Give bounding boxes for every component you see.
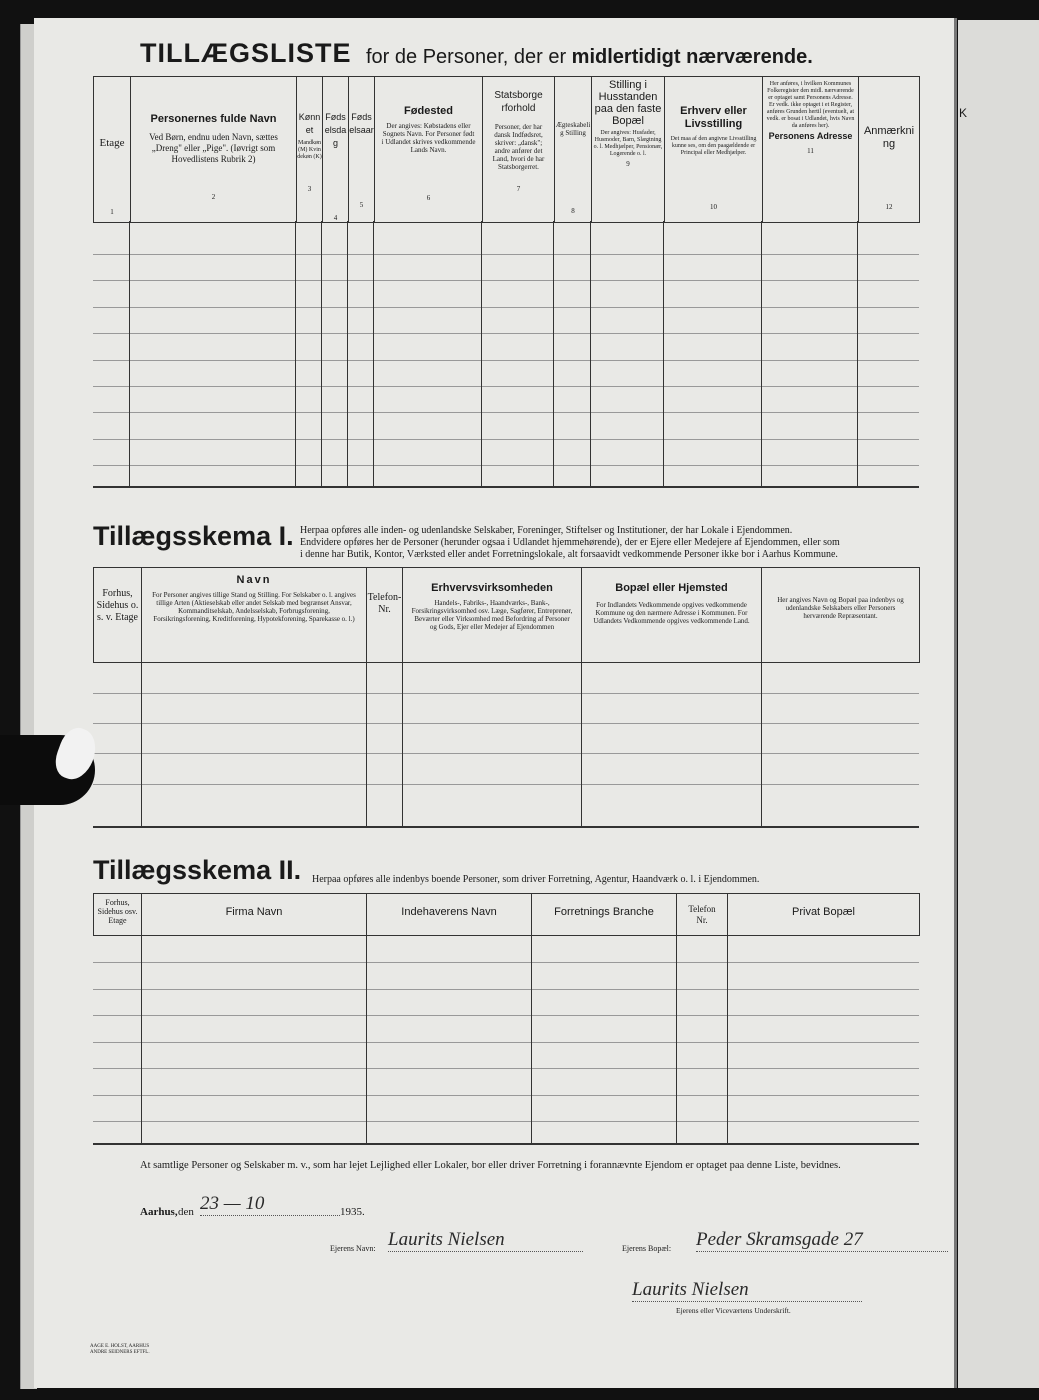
- s2-col-firma: Firma Navn: [142, 894, 367, 936]
- col-stilling: Stilling i Husstanden paa den faste Bopæl Der angives: Husfader, Husmoder, Barn, Slægtning o. l. Medhjælper, Pensionær, Logerende o. l. 9: [592, 77, 665, 223]
- col-erhverv: Erhverv eller Livsstilling Det maa af den angivne Livsstilling kunne ses, om den paagældende er Principal eller Medhjælper. 10: [665, 77, 763, 223]
- adjacent-page-letter: K: [959, 106, 968, 120]
- attestation-statement: At samtlige Personer og Selskaber m. v., som har lejet Lejlighed eller Lokaler, bor eller driver Forretning i forannævnte Ejendom er optaget paa denne Liste, bevidnes.: [140, 1160, 841, 1171]
- skema2-header: [93, 893, 920, 936]
- col-aegteskab: Ægteskabelig Stilling 8: [555, 77, 592, 223]
- date-handwritten: 23 — 10: [200, 1193, 340, 1216]
- s2-col-telefon: Telefon Nr.: [677, 894, 728, 936]
- s2-col-branche: Forretnings Branche: [532, 894, 677, 936]
- s2-col-privat-bopael: Privat Bopæl: [728, 894, 920, 936]
- year: 1935.: [340, 1206, 365, 1218]
- main-table-rows: [93, 221, 919, 486]
- col-adresse: Her anføres, i hvilken Kommunes Folkeregister den midl. nærværende er optaget samt Personens Adresse. Er vedk. ikke optaget i et Register, anføres Grunden hertil (eventuelt, at vedk. er bosat i Udlandet, hvis Navn da anføres her). Personens Adresse 11: [763, 77, 859, 223]
- col-statsborger: Statsborgerforhold Personer, der har dansk Indfødsret, skriver: „dansk"; andre anfører det Land, hvori de har Statsborgerret. 7: [483, 77, 555, 223]
- s1-col-repraesentant: Her angives Navn og Bopæl paa indenbys og udenlandske Selskabers eller Personers herværende Repræsentant.: [762, 568, 920, 663]
- s1-col-bopael: Bopæl eller Hjemsted For Indlandets Vedkommende opgives vedkommende Kommune og den nærmere Adresse i Kommunen. For Udlandets Vedkommende opgives vedkommende Land.: [582, 568, 762, 663]
- skema1-description: Herpaa opføres alle inden- og udenlandske Selskaber, Foreninger, Stiftelser og Institutioner, der har Lokale i Ejendommen. Endvidere opføres her de Personer (herunder ogsaa i Udlandet hjemmehørende), der er Ejere eller Medejere af Ejendommen, eller som i denne har Butik, Kontor, Værksted eller andet Forretningslokale, alt forsaavidt vedkommende Personer ikke bor i Aarhus Kommune.: [300, 525, 840, 560]
- place-label: Aarhus,: [140, 1206, 178, 1218]
- skema1-rows: [93, 662, 919, 826]
- printer-mark: AAGE E. HOLST, AARHUS ANDRE SEIDNERS EFTFL.: [90, 1344, 150, 1355]
- col-fodested: Fødested Der angives: Købstadens eller Sognets Navn. For Personer født i Udlandet skrives vedkommende Lands Navn. 6: [375, 77, 483, 223]
- form-title: TILLÆGSLISTE: [140, 38, 352, 68]
- s1-col-erhverv: Erhvervsvirksomheden Handels-, Fabriks-, Haandværks-, Bank-, Forsikringsvirksomhed osv. Læge, Sagfører, Entreprenør, Beværter eller Virksomhed med Befordring af Personer og Gods, Ejer eller Medejer af Ejendommen: [403, 568, 582, 663]
- signature: Laurits Nielsen: [632, 1279, 862, 1302]
- col-anmaerkning: Anmærkning 12: [859, 77, 920, 223]
- adjacent-page: [958, 20, 1039, 1388]
- col-fodselsaar: Fødselsaar 5: [349, 77, 375, 223]
- date-label: den: [178, 1206, 194, 1218]
- s1-col-etage: Forhus, Sidehus o. s. v. Etage: [94, 568, 142, 663]
- s1-col-navn: Navn For Personer angives tillige Stand og Stilling. For Selskaber o. l. angives tillige Arten (Aktieselskab eller andet Selskab med begrænset Ansvar, Kommanditselskab, Andelsselskab, Forbrugsforening, Forsikringsforening, Kreditforening, Hypotekforening, Sparekasse o. l.): [142, 568, 367, 663]
- form-subtitle: for de Personer, der er midlertidigt nærværende.: [366, 46, 813, 68]
- owner-name-label: Ejerens Navn:: [330, 1244, 376, 1253]
- skema1-header: [93, 567, 920, 663]
- col-fodselsdag: Fødselsdag 4: [323, 77, 349, 223]
- skema1-heading: Tillægsskema I.: [93, 521, 294, 551]
- s2-col-indehaver: Indehaverens Navn: [367, 894, 532, 936]
- s1-col-telefon: Telefon-Nr.: [367, 568, 403, 663]
- owner-address-label: Ejerens Bopæl:: [622, 1244, 672, 1253]
- skema2-description: Herpaa opføres alle indenbys boende Personer, som driver Forretning, Agentur, Haandværk o. l. i Ejendommen.: [312, 874, 760, 885]
- owner-name-value: Laurits Nielsen: [388, 1229, 583, 1252]
- signature-label: Ejerens eller Viceværtens Underskrift.: [676, 1306, 791, 1315]
- skema2-rows: [93, 935, 919, 1143]
- col-konnet: Kønnet Mandkøn (M) Kvindekøn (K) 3: [297, 77, 323, 223]
- main-table-header: [93, 76, 920, 223]
- col-etage: Etage 1: [94, 77, 131, 223]
- s2-col-etage: Forhus, Sidehus osv. Etage: [94, 894, 142, 936]
- col-navn: Personernes fulde Navn Ved Børn, endnu uden Navn, sættes „Dreng" eller „Pige". (Iøvrigt som Hovedlistens Rubrik 2) 2: [131, 77, 297, 223]
- skema2-heading: Tillægsskema II.: [93, 855, 302, 885]
- owner-address-value: Peder Skramsgade 27: [696, 1229, 948, 1252]
